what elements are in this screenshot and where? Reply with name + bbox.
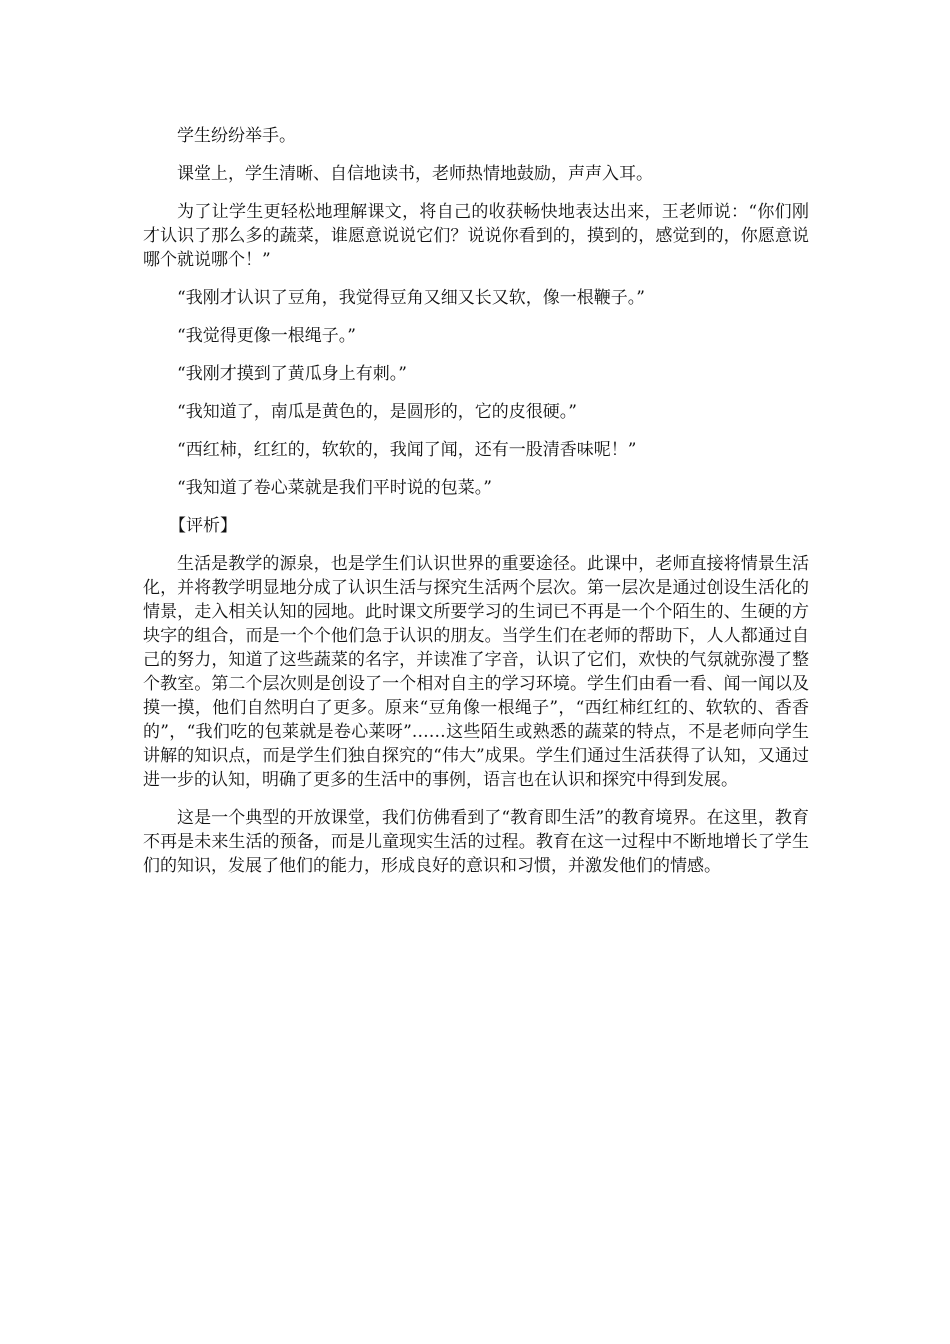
quote-cucumber: “我刚才摸到了黄瓜身上有刺。” <box>177 364 407 384</box>
quote-pumpkin: “我知道了，南瓜是黄色的，是圆形的，它的皮很硬。” <box>177 402 577 422</box>
paragraph-classroom-reading: 课堂上，学生清晰、自信地读书，老师热情地鼓励，声声入耳。 <box>177 164 653 184</box>
analysis-paragraph-1: 生活是教学的源泉，也是学生们认识世界的重要途径。此课中，老师直接将情景生活化，并将教学明显地分成了认识生活与探究生活两个层次。第一层次是通过创设生活化的情景，走入相关认知的园地。此时课文所要学习的生词已不再是一个个陌生的、生硬的方块字的组合，而是一个个他们急于认识的朋友。当学生们在老师的帮助下，人人都通过自己的努力，知道了这些蔬菜的名字，并读准了字音，认识了它们，欢快的气氛就弥漫了整个教室。第二个层次则是创设了一个相对自主的学习环境。学生们由看一看、闻一闻以及摸一摸，他们自然明白了更多。原来“豆角像一根绳子”，“西红柿红红的、软软的、香香的”，“我们吃的包莱就是卷心莱呀”……这些陌生或熟悉的蔬菜的特点，不是老师向学生讲解的知识点，而是学生们独自探究的“伟大”成果。学生们通过生活获得了认知，又通过进一步的认知，明确了更多的生活中的事例，语言也在认识和探究中得到发展。 <box>143 554 809 790</box>
quote-bean: “我刚才认识了豆角，我觉得豆角又细又长又软，像一根鞭子。” <box>177 288 645 308</box>
quote-rope: “我觉得更像一根绳子。” <box>177 326 356 346</box>
quote-cabbage: “我知道了卷心菜就是我们平时说的包菜。” <box>177 478 492 498</box>
quote-tomato: “西红柿，红红的，软软的，我闻了闻，还有一股清香味呢！” <box>177 440 637 460</box>
paragraph-teacher-question: 为了让学生更轻松地理解课文，将自己的收获畅快地表达出来，王老师说：“你们刚才认识了那么多的蔬菜，谁愿意说说它们？说说你看到的，摸到的，感觉到的，你愿意说哪个就说哪个！” <box>143 202 809 270</box>
section-heading-analysis: 【评析】 <box>169 516 237 536</box>
document-body <box>143 124 809 892</box>
paragraph-students-raise-hands: 学生纷纷举手。 <box>177 126 296 146</box>
analysis-paragraph-2: 这是一个典型的开放课堂，我们仿佛看到了“教育即生活”的教育境界。在这里，教育不再是未来生活的预备，而是儿童现实生活的过程。教育在这一过程中不断地增长了学生们的知识，发展了他们的能力，形成良好的意识和习惯，并激发他们的情感。 <box>143 808 809 876</box>
